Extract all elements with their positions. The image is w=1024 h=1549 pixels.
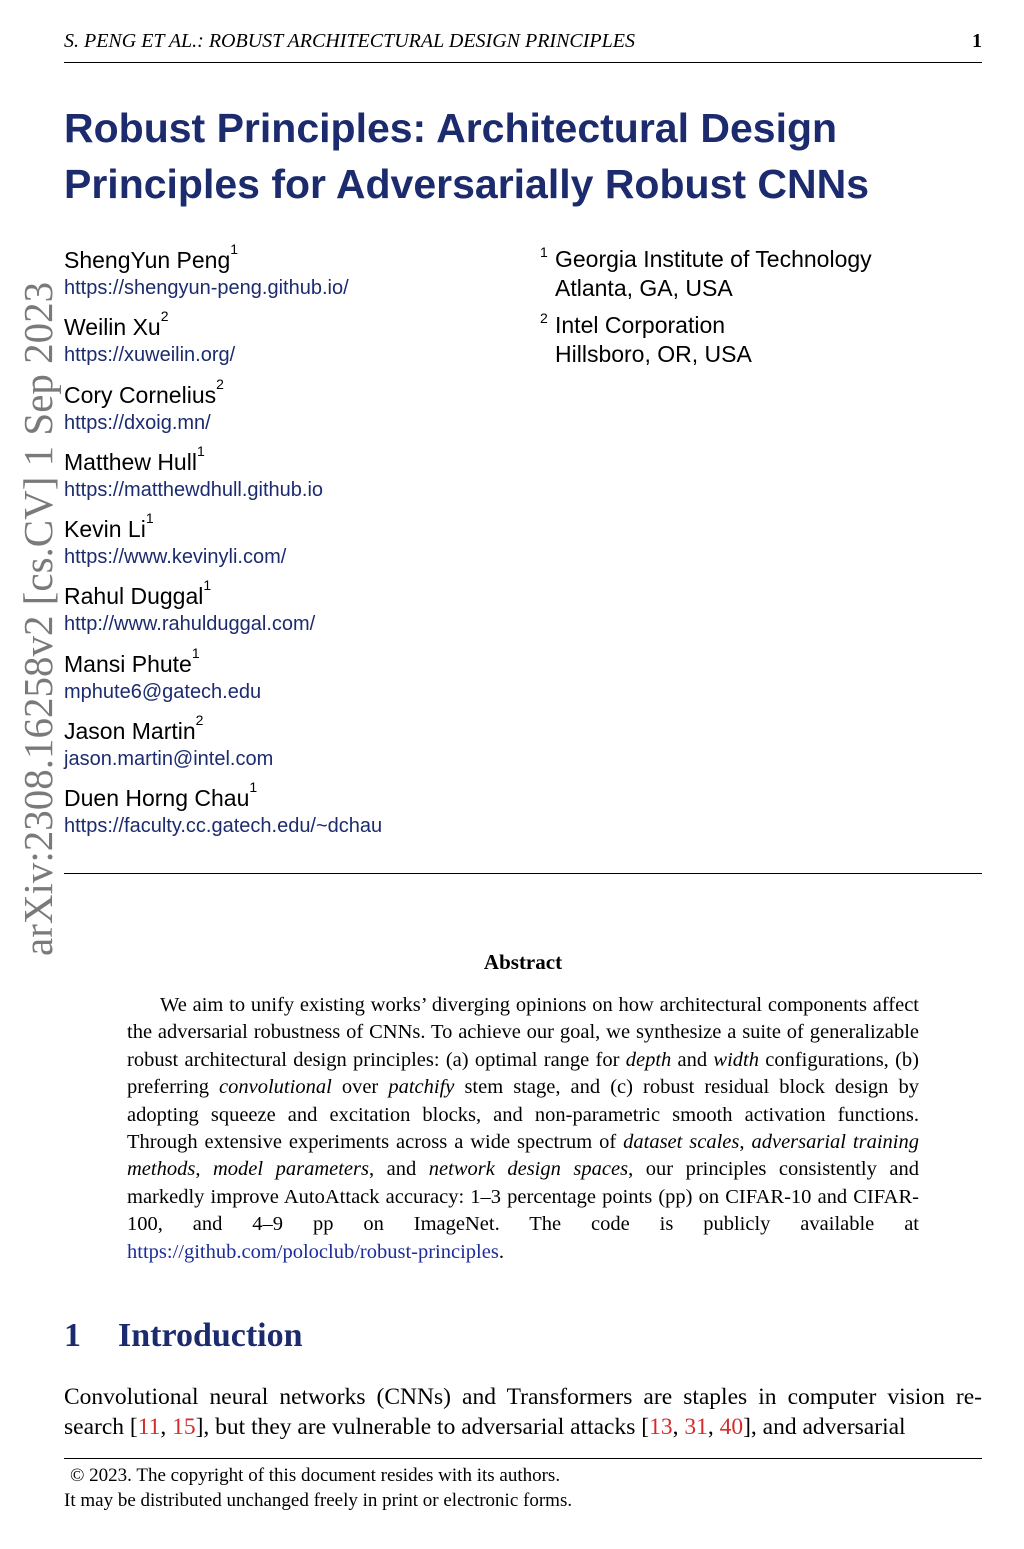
- affiliation-mark: 2: [216, 375, 224, 392]
- section-number: 1: [64, 1317, 81, 1354]
- affiliation: [540, 311, 980, 369]
- section-title: Introduction: [118, 1317, 303, 1354]
- author: [64, 644, 534, 716]
- affiliation-mark: 1: [203, 577, 212, 594]
- author-link[interactable]: https://dxoig.mn/: [64, 411, 211, 434]
- title-line-1: Robust Principles: Architectural Design: [64, 105, 838, 151]
- affiliation-mark: 1: [196, 442, 205, 459]
- citation-link[interactable]: 11: [137, 1414, 161, 1440]
- header-rule: [64, 62, 982, 63]
- author-name: Mansi Phute: [64, 650, 192, 677]
- author-name: ShengYun Peng: [64, 247, 231, 273]
- citation-link[interactable]: 31: [684, 1414, 708, 1440]
- intro-paragraph: Convolutional neural networks (CNNs) and Transformers are staples in computer vision re-search [11, 15], but they are vulnerable to adversarial attacks [13, 31, 40], and adversarial: [64, 1384, 982, 1440]
- running-title: S. PENG ET AL.: ROBUST ARCHITECTURAL DESIGN PRINCIPLES: [64, 30, 635, 52]
- affiliation-location: Atlanta, GA, USA: [555, 275, 733, 301]
- affiliation-mark: 2: [195, 712, 204, 729]
- author-name: Cory Cornelius: [64, 381, 217, 408]
- footer-rule: [64, 1458, 982, 1459]
- code-link[interactable]: https://github.com/poloclub/robust-principles: [127, 1240, 499, 1263]
- author: [64, 375, 534, 447]
- author-link[interactable]: https://matthewdhull.github.io: [64, 478, 324, 501]
- affiliation-location: Hillsboro, OR, USA: [555, 341, 752, 367]
- affiliation-mark: 1: [230, 241, 239, 257]
- citation-link[interactable]: 13: [649, 1414, 673, 1440]
- author-list: [64, 241, 534, 851]
- affiliation-list: [540, 245, 980, 377]
- author-link[interactable]: https://xuweilin.org/: [64, 344, 236, 367]
- affiliation-mark: 1: [191, 644, 200, 661]
- abstract-text: We aim to unify existing works’ diverging opinions on how architectural components affect the adversarial robustness of CNNs. To achieve our goal, we synthesize a suite of generalizable robust architectural design principles: (a) optimal range for depth and width configurations, (b) preferring convolutional over patchify stem stage, and (c) robust residual block design by adopting squeeze and excitation blocks, and non-parametric smooth activation functions. Through extensive experiments across a wide spectrum of dataset scales, adversarial training methods, model parameters, and network design spaces, our principles consistently and markedly improve AutoAttack accuracy: 1–3 percentage points (pp) on CIFAR-10 and CIFAR-100, and 4–9 pp on ImageNet. The code is publicly available at https://github.com/poloclub/robust-principles.: [127, 994, 919, 1263]
- author: [64, 241, 534, 312]
- author: [64, 577, 534, 648]
- author-name: Matthew Hull: [64, 448, 197, 475]
- copyright-line-2: It may be distributed unchanged freely in print or electronic forms.: [64, 1490, 573, 1511]
- copyright-notice: [64, 1463, 982, 1513]
- affiliation-institution: Intel Corporation: [555, 312, 726, 338]
- page-number: 1: [972, 30, 982, 52]
- affiliation-mark: 1: [145, 510, 154, 527]
- affiliation-institution: Georgia Institute of Technology: [555, 246, 872, 272]
- author: [64, 308, 534, 379]
- paper-title: [64, 100, 964, 212]
- section-heading: [64, 1314, 303, 1358]
- author-name: Rahul Duggal: [64, 583, 204, 610]
- running-header: [64, 28, 982, 54]
- author: [64, 442, 534, 514]
- author-name: Weilin Xu: [64, 314, 161, 341]
- author-link[interactable]: http://www.rahulduggal.com/: [64, 613, 316, 636]
- author: [64, 510, 534, 581]
- section-rule: [64, 873, 982, 874]
- title-line-2: Principles for Adversarially Robust CNNs: [64, 161, 870, 207]
- affiliation-number: 2: [540, 310, 548, 326]
- author-name: Duen Horng Chau: [64, 785, 250, 812]
- citation-link[interactable]: 40: [719, 1414, 744, 1440]
- affiliation: [540, 245, 980, 303]
- affiliation-number: 1: [540, 244, 548, 260]
- author-name: Kevin Li: [64, 516, 146, 543]
- affiliation-mark: 2: [160, 308, 169, 325]
- copyright-line-1: © 2023. The copyright of this document resides with its authors.: [70, 1465, 561, 1486]
- author-link[interactable]: https://www.kevinyli.com/: [64, 546, 287, 569]
- author-link[interactable]: https://faculty.cc.gatech.edu/~dchau: [64, 815, 383, 838]
- author: [64, 712, 534, 783]
- author-name: Jason Martin: [64, 718, 196, 745]
- abstract-heading: Abstract: [483, 950, 563, 974]
- arxiv-stamp: arXiv:2308.16258v2 [cs.CV] 1 Sep 2023: [15, 281, 61, 956]
- author-link[interactable]: https://shengyun-peng.github.io/: [64, 277, 349, 299]
- author: [64, 779, 534, 850]
- affiliation-mark: 1: [249, 779, 258, 796]
- author-email[interactable]: jason.martin@intel.com: [64, 748, 274, 771]
- citation-link[interactable]: 15: [172, 1414, 196, 1440]
- author-email[interactable]: mphute6@gatech.edu: [64, 680, 262, 703]
